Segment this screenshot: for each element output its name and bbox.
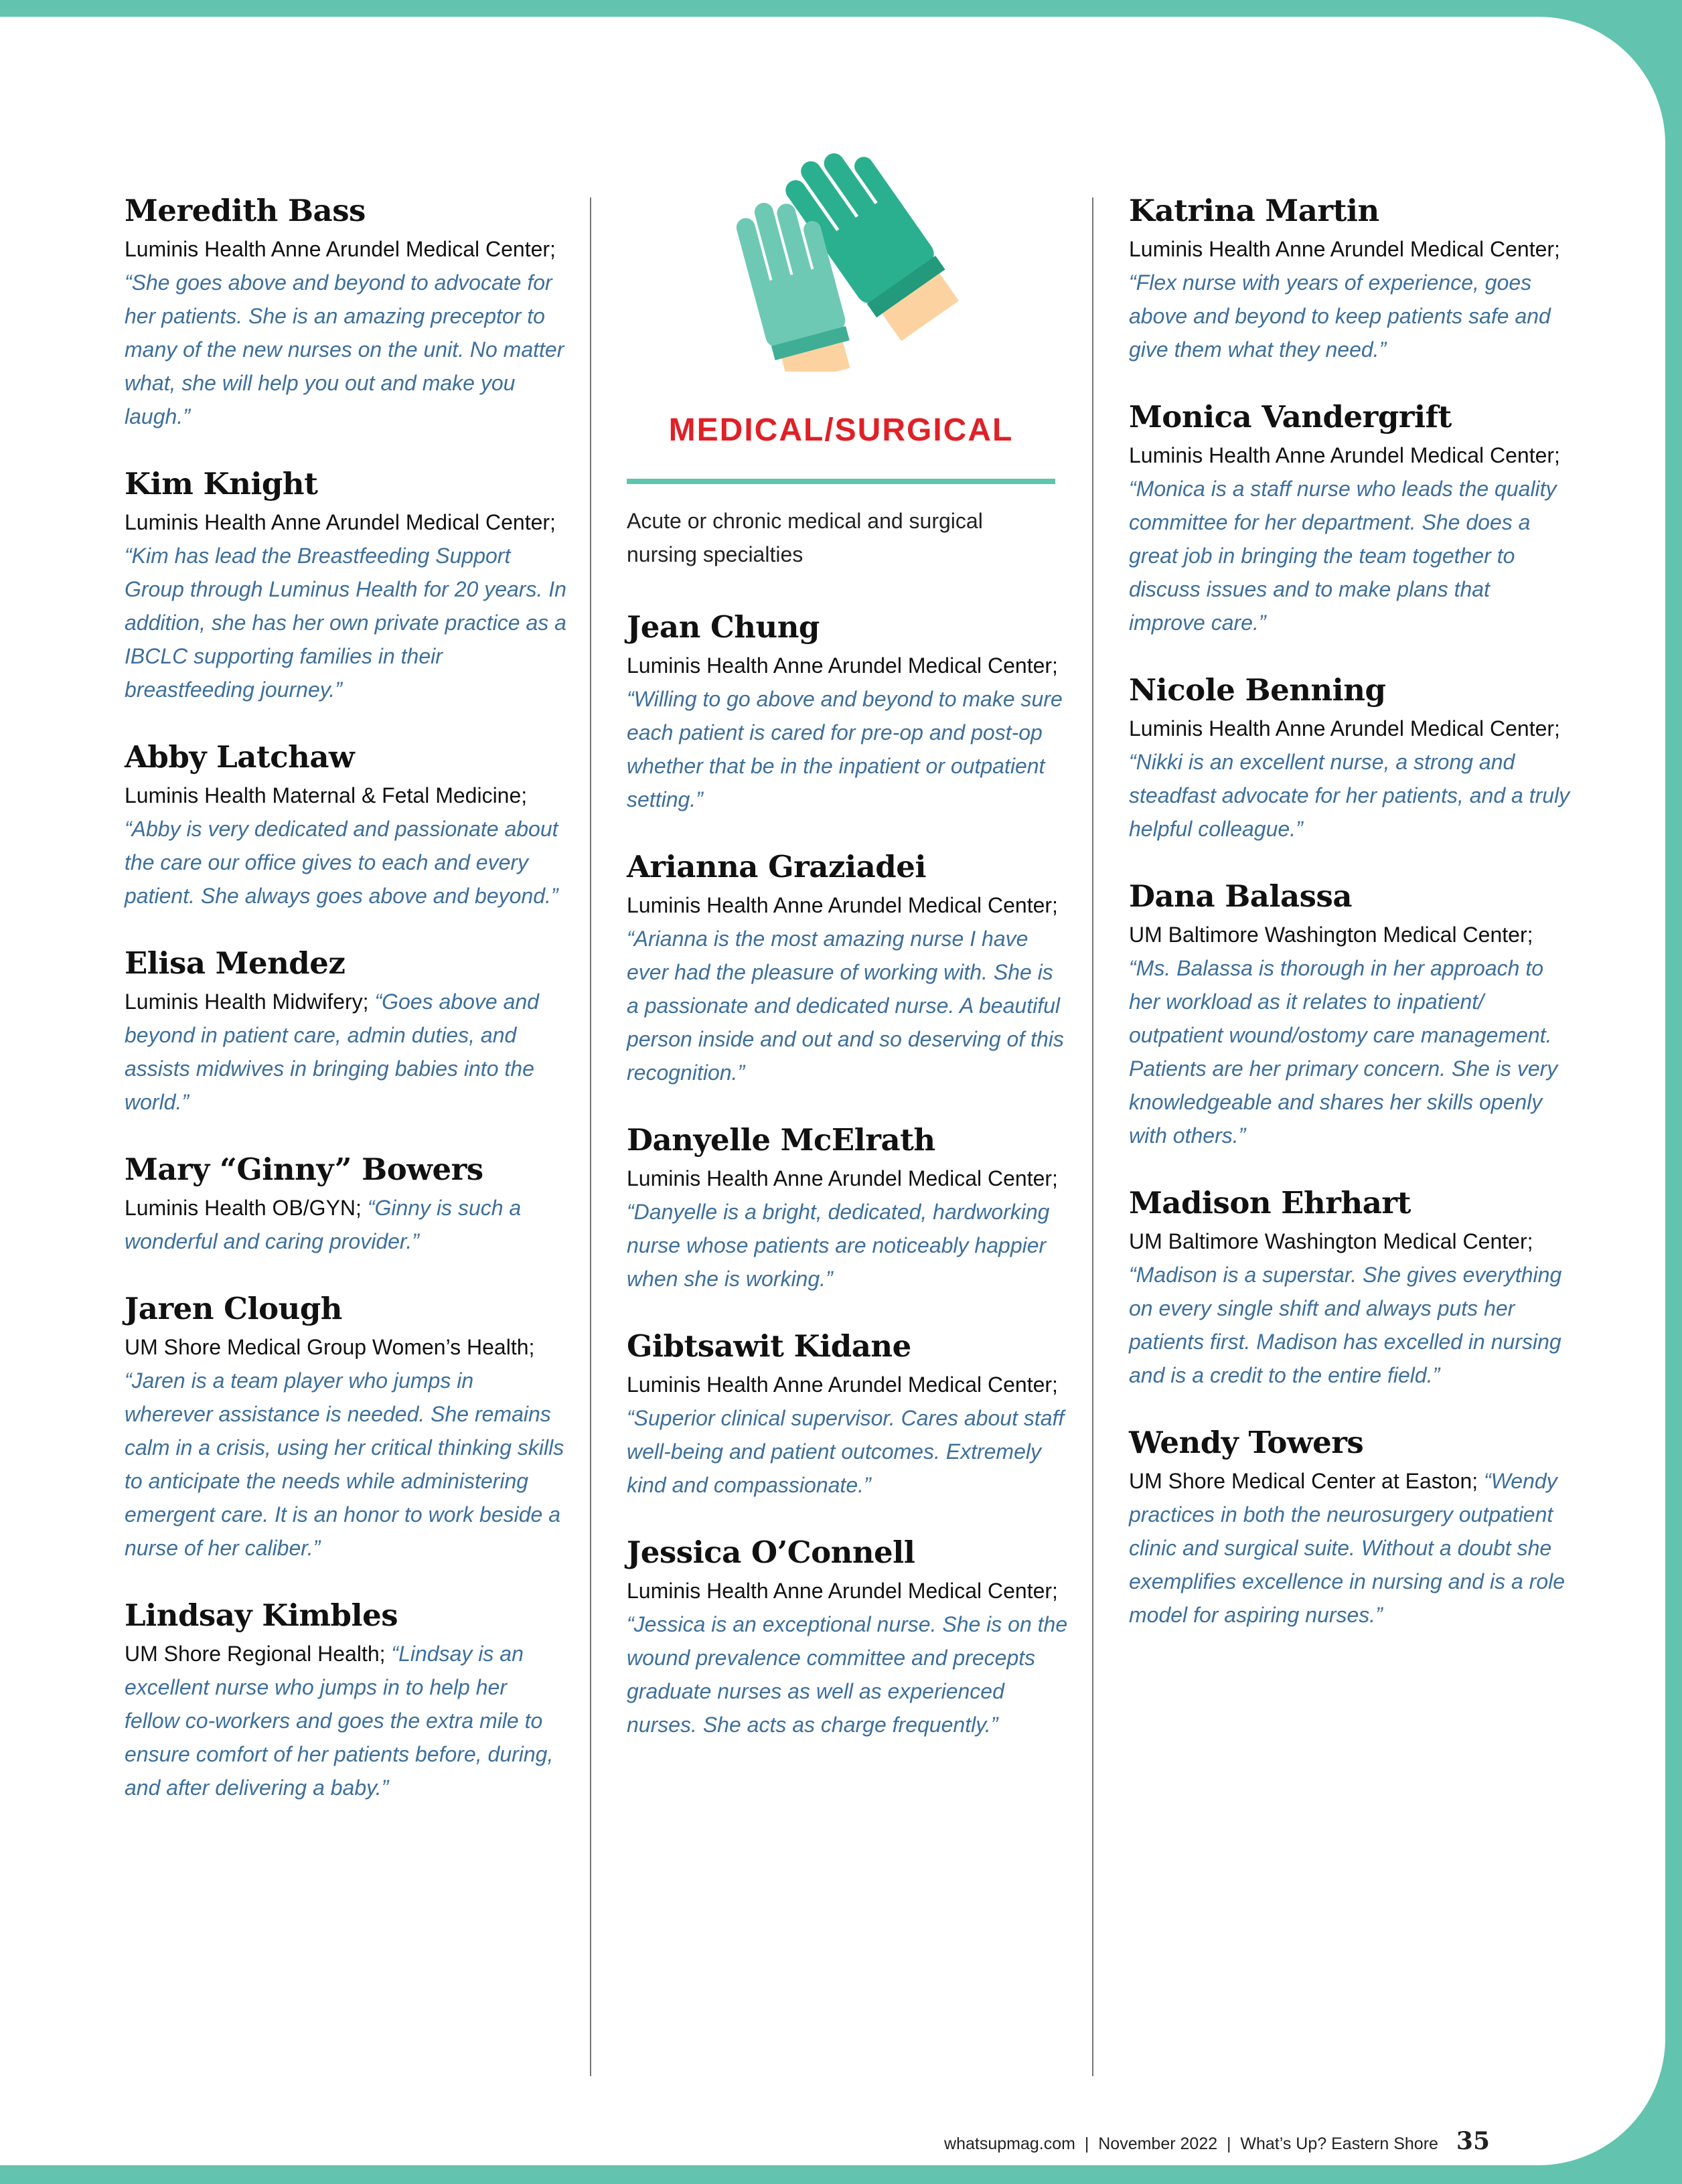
nominee-quote: “Jaren is a team player who jumps in wherever assistance is needed. She remains calm in a crisis, using her critical thinking skills to anticipate the needs while administering emergent care. It is an honor to work beside a nurse of her caliber.” <box>125 1369 564 1560</box>
column-left <box>125 189 566 1834</box>
nominee-description <box>627 1368 1069 1502</box>
column-divider <box>1092 198 1093 2076</box>
section-heading: MEDICAL/SURGICAL <box>668 412 1014 448</box>
nominee-name: Jean Chung <box>627 609 820 645</box>
nominee-quote: “Kim has lead the Breastfeeding Support Group through Luminus Health for 20 years. In addition, she has her own private practice as a IBCLC supporting families in their breastfeeding journey.” <box>125 544 566 702</box>
nominee-description <box>125 1191 566 1258</box>
nominee-organization: Luminis Health Anne Arundel Medical Center; <box>627 1166 1058 1190</box>
nominee-quote: “Abby is very dedicated and passionate about the care our office gives to each and every patient. She always goes above and beyond.” <box>125 817 558 908</box>
nominee-organization: Luminis Health Anne Arundel Medical Center; <box>627 1579 1058 1603</box>
surgical-gloves-icon <box>727 137 961 372</box>
nominee-entry <box>627 846 1069 1089</box>
magazine-page <box>0 17 1665 2165</box>
nominee-entry <box>125 942 566 1119</box>
column-divider <box>590 198 591 2076</box>
nominee-entry <box>627 1119 1069 1296</box>
nominee-organization: Luminis Health Anne Arundel Medical Center; <box>125 510 556 534</box>
nominee-entry <box>125 1594 566 1804</box>
nominee-quote: “Arianna is the most amazing nurse I have ever had the pleasure of working with. She is a passionate and dedicated nurse. A beautiful person inside and out and so deserving of this recognition.” <box>627 927 1064 1085</box>
nominee-name: Kim Knight <box>125 466 318 501</box>
nominee-description <box>627 888 1069 1089</box>
nominee-quote: “Nikki is an excellent nurse, a strong and steadfast advocate for her patients, and a truly helpful colleague.” <box>1129 750 1570 841</box>
nominee-organization: Luminis Health Anne Arundel Medical Center; <box>627 893 1058 917</box>
nominee-quote: “Flex nurse with years of experience, goes above and beyond to keep patients safe and give them what they need.” <box>1129 270 1551 362</box>
nominee-entry <box>627 606 1069 816</box>
nominee-quote: “Wendy practices in both the neurosurgery outpatient clinic and surgical suite. Without a doubt she exemplifies excellence in nursing and is a role model for aspiring nurses.” <box>1129 1469 1565 1627</box>
nominee-organization: Luminis Health Maternal & Fetal Medicine; <box>125 783 528 807</box>
nominee-description <box>125 505 566 706</box>
nominee-name: Meredith Bass <box>125 193 366 228</box>
nominee-name: Madison Ehrhart <box>1129 1185 1411 1221</box>
nominee-name: Wendy Towers <box>1129 1425 1364 1460</box>
nominee-description <box>125 1637 566 1804</box>
nominee-description <box>125 985 566 1119</box>
nominee-quote: “She goes above and beyond to advocate for her patients. She is an amazing preceptor to many of the new nurses on the unit. No matter what, she will help you out and make you laugh.” <box>125 270 564 428</box>
nominee-entry <box>627 1325 1069 1502</box>
nominee-name: Jessica O’Connell <box>627 1535 915 1570</box>
nominee-organization: Luminis Health Anne Arundel Medical Center; <box>627 1373 1058 1397</box>
nominee-quote: “Ginny is such a wonderful and caring provider.” <box>125 1196 522 1253</box>
nominee-description <box>627 1162 1069 1296</box>
nominee-description <box>1129 918 1571 1152</box>
nominee-name: Mary “Ginny” Bowers <box>125 1152 483 1187</box>
nominee-name: Elisa Mendez <box>125 945 346 981</box>
column-right <box>1129 189 1571 1661</box>
nominee-name: Arianna Graziadei <box>627 849 926 884</box>
nominee-organization: UM Shore Medical Center at Easton; <box>1129 1469 1478 1493</box>
nominee-organization: Luminis Health Anne Arundel Medical Center; <box>627 653 1058 678</box>
section-description: Acute or chronic medical and surgical nursing specialties <box>627 509 983 566</box>
nominee-name: Lindsay Kimbles <box>125 1597 398 1633</box>
nominee-entry <box>125 463 566 706</box>
nominee-organization: Luminis Health Anne Arundel Medical Center; <box>1129 237 1560 261</box>
nominee-name: Abby Latchaw <box>125 739 355 775</box>
nominee-entry <box>1129 669 1571 846</box>
nominee-entry <box>1129 1421 1571 1632</box>
nominee-description <box>1129 439 1571 639</box>
heading-rule <box>627 479 1055 484</box>
nominee-quote: “Willing to go above and beyond to make sure each patient is cared for pre-op and post-op whether that be in the inpatient or outpatient setting.” <box>627 687 1063 811</box>
nominee-description <box>1129 1225 1571 1392</box>
nominee-name: Gibtsawit Kidane <box>627 1328 911 1364</box>
nominee-quote: “Monica is a staff nurse who leads the quality committee for her department. She does a great job in bringing the team together to discuss issues and to make plans that improve care.” <box>1129 477 1557 635</box>
page-footer <box>944 2127 1490 2155</box>
nominee-name: Nicole Benning <box>1129 672 1386 708</box>
nominee-name: Dana Balassa <box>1129 878 1352 914</box>
nominee-organization: Luminis Health Anne Arundel Medical Center; <box>1129 443 1560 467</box>
nominee-description <box>1129 712 1571 846</box>
nominee-name: Monica Vandergrift <box>1129 399 1452 435</box>
nominee-organization: UM Shore Regional Health; <box>125 1642 386 1666</box>
nominee-quote: “Lindsay is an excellent nurse who jumps in to help her fellow co-workers and goes the extra mile to ensure comfort of her patients before, during, and after delivering a baby.” <box>125 1642 554 1800</box>
nominee-description <box>627 649 1069 816</box>
nominee-description <box>1129 232 1571 366</box>
nominee-quote: “Ms. Balassa is thorough in her approach to her workload as it relates to inpatient/ outpatient wound/ostomy care management. Patients are her primary concern. She is very knowledgeable and shares her skills openly with others.” <box>1129 956 1558 1148</box>
nominee-entry <box>125 1148 566 1258</box>
nominee-quote: “Superior clinical supervisor. Cares about staff well-being and patient outcomes. Extremely kind and compassionate.” <box>627 1406 1065 1497</box>
footer-text: whatsupmag.com | November 2022 | What’s Up? Eastern Shore <box>944 2134 1438 2153</box>
nominee-name: Danyelle McElrath <box>627 1122 935 1158</box>
nominee-organization: UM Baltimore Washington Medical Center; <box>1129 923 1533 947</box>
nominee-quote: “Jessica is an exceptional nurse. She is on the wound prevalence committee and precepts graduate nurses as well as experienced nurses. She acts as charge frequently.” <box>627 1612 1068 1737</box>
nominee-quote: “Goes above and beyond in patient care, admin duties, and assists midwives in bringing babies into the world.” <box>125 990 539 1114</box>
nominee-organization: UM Shore Medical Group Women’s Health; <box>125 1335 535 1359</box>
nominee-organization: Luminis Health Midwifery; <box>125 990 369 1014</box>
nominee-name: Jaren Clough <box>125 1291 342 1326</box>
nominee-entry <box>1129 875 1571 1152</box>
nominee-quote: “Madison is a superstar. She gives everything on every single shift and always puts her patients first. Madison has excelled in nursing and is a credit to the entire field.” <box>1129 1263 1562 1387</box>
column-middle <box>627 606 1069 1771</box>
nominee-entry <box>125 189 566 433</box>
nominee-entry <box>1129 189 1571 366</box>
nominee-description <box>1129 1464 1571 1632</box>
nominee-description <box>125 1330 566 1565</box>
nominee-entry <box>1129 1182 1571 1392</box>
nominee-description <box>627 1574 1069 1741</box>
nominee-organization: Luminis Health OB/GYN; <box>125 1196 362 1220</box>
nominee-description <box>125 232 566 433</box>
nominee-entry <box>1129 396 1571 639</box>
nominee-organization: Luminis Health Anne Arundel Medical Center; <box>1129 716 1560 740</box>
nominee-entry <box>125 736 566 913</box>
nominee-organization: Luminis Health Anne Arundel Medical Center; <box>125 237 556 261</box>
page-number: 35 <box>1456 2127 1490 2155</box>
nominee-entry <box>627 1531 1069 1741</box>
nominee-entry <box>125 1288 566 1565</box>
nominee-organization: UM Baltimore Washington Medical Center; <box>1129 1229 1533 1253</box>
nominee-quote: “Danyelle is a bright, dedicated, hardworking nurse whose patients are noticeably happier when she is working.” <box>627 1200 1050 1291</box>
nominee-name: Katrina Martin <box>1129 193 1379 228</box>
nominee-description <box>125 779 566 913</box>
